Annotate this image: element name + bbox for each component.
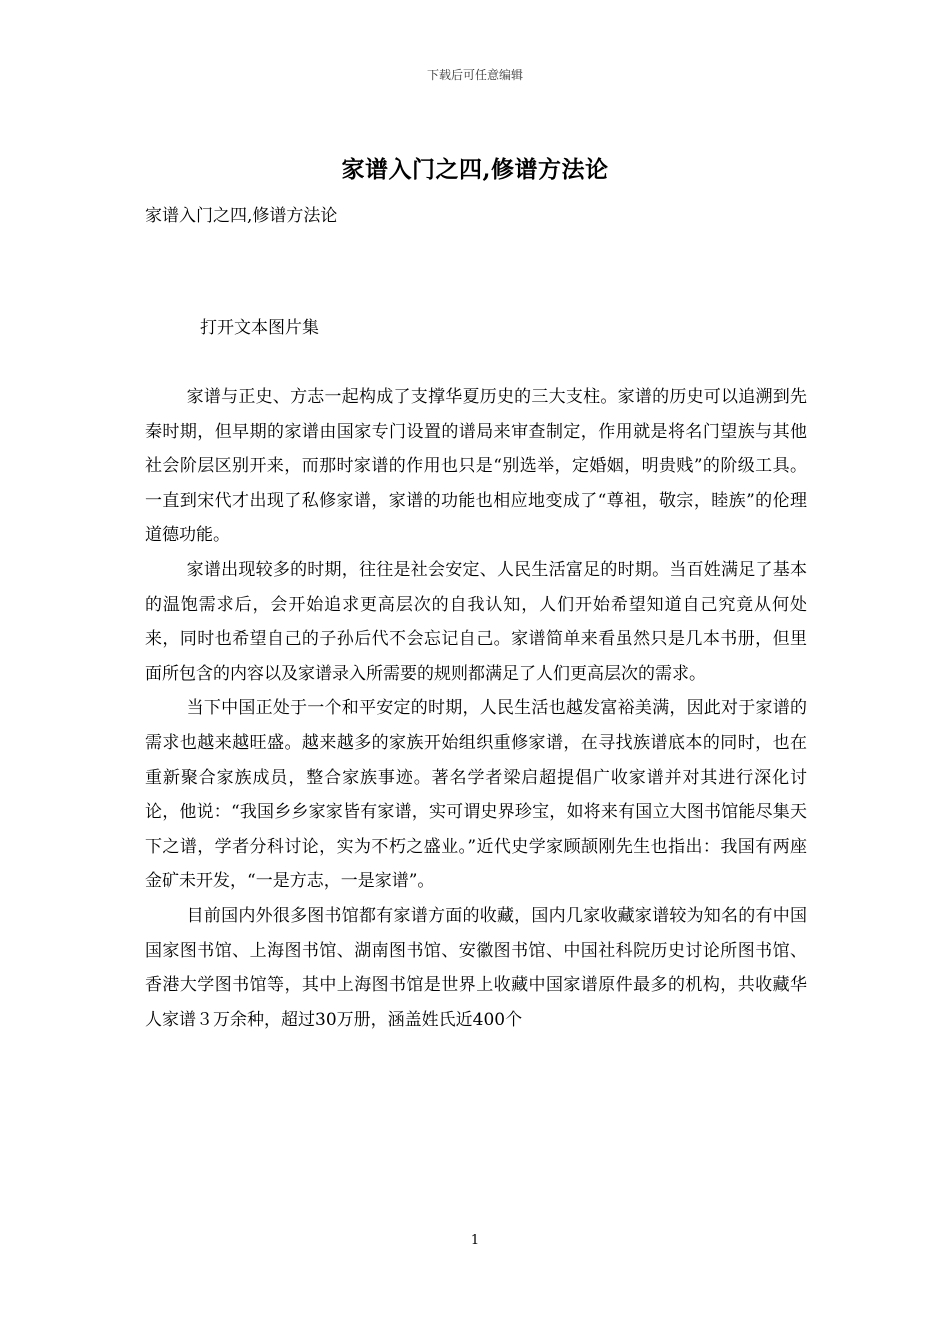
paragraph: 家谱出现较多的时期，往往是社会安定、人民生活富足的时期。当百姓满足了基本的温饱需求后，会开始追求更高层次的自我认知，人们开始希望知道自己究竟从何处来，同时也希望自己的子孙后代不会忘记自己。家谱简单来看虽然只是几本书册，但里面所包含的内容以及家谱录入所需要的规则都满足了人们更高层次的需求。 (145, 559, 807, 684)
page-subtitle: 家谱入门之四,修谱方法论 (145, 206, 338, 226)
open-image-gallery-link[interactable]: 打开文本图片集 (200, 318, 319, 338)
header-note: 下载后可任意编辑 (426, 68, 523, 82)
article-body (145, 380, 807, 1037)
paragraph: 目前国内外很多图书馆都有家谱方面的收藏，国内几家收藏家谱较为知名的有中国国家图书馆、上海图书馆、湖南图书馆、安徽图书馆、中国社科院历史讨论所图书馆、香港大学图书馆等，其中上海图书馆是世界上收藏中国家谱原件最多的机构，共收藏华人家谱３万余种，超过30万册，涵盖姓氏近400个 (145, 905, 807, 1030)
paragraph: 当下中国正处于一个和平安定的时期，人民生活也越发富裕美满，因此对于家谱的需求也越来越旺盛。越来越多的家族开始组织重修家谱，在寻找族谱底本的同时，也在重新聚合家族成员，整合家族事迹。著名学者梁启超提倡广收家谱并对其进行深化讨论，他说：“我国乡乡家家皆有家谱，实可谓史界珍宝，如将来有国立大图书馆能尽集天下之谱，学者分科讨论，实为不朽之盛业。”近代史学家顾颉刚先生也指出：我国有两座金矿未开发，“一是方志，一是家谱”。 (145, 698, 807, 892)
paragraph: 家谱与正史、方志一起构成了支撑华夏历史的三大支柱。家谱的历史可以追溯到先秦时期，但早期的家谱由国家专门设置的谱局来审查制定，作用就是将名门望族与其他社会阶层区别开来，而那时家谱的作用也只是“别选举，定婚姻，明贵贱”的阶级工具。一直到宋代才出现了私修家谱，家谱的功能也相应地变成了“尊祖，敬宗，睦族”的伦理道德功能。 (145, 387, 807, 546)
page-title: 家谱入门之四,修谱方法论 (341, 156, 609, 183)
page-number: 1 (470, 1233, 480, 1248)
